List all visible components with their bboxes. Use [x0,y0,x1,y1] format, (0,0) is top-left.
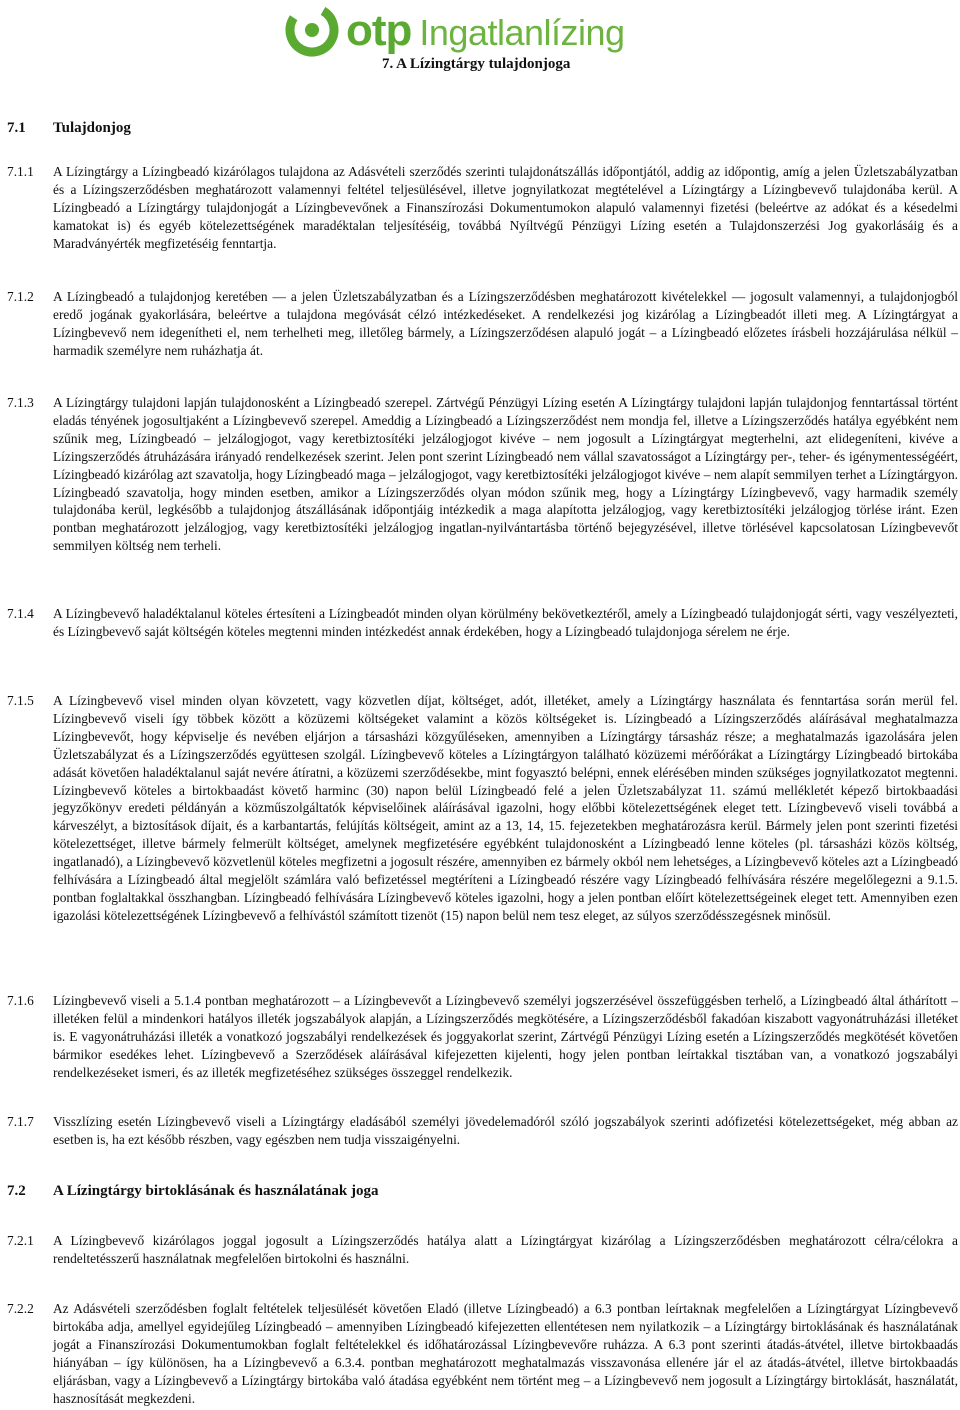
clause-7-1-7 [7,1113,958,1149]
clause-number: 7.2.2 [7,1301,34,1316]
clause-text: A Lízingbevevő visel minden olyan kövzetett, vagy közvetlen díjat, költséget, adót, illetéket, amely a Lízingtárgy használata és fenntartása során merül fel. Lízingbevevő viseli így többek között a közüzemi költségeket valamint a közös költségeket is. Lízingbeadó a Lízingszerződés aláírásával meghatalmazza Lízingbevevőt, hogy képviselje és nevében eljárjon a társasházi közgyűléseken, amennyiben a Lízingtárgy társasház része; a meghatalmazás igazolására jelen Üzletszabályzat és a Lízingszerződés együttesen szolgál. Lízingbevevő köteles a Lízingtárgyon található közüzemi mérőórákat a Lízingtárgy Lízingbeadó birtokába adását követően haladéktalanul saját nevére átíratni, a közüzemi szerződésekbe, mint fogyasztó belépni, ennek elérésében minden szükséges jognyilatkozatot megtenni. Lízingbevevő köteles a birtokbaadást követő harminc (30) napon belül Lízingbeadó felé a jelen Üzletszabályzat 11. számú mellékletét képező birtokbaadási jegyzőkönyv eredeti példányán a közműszolgáltatók képviselőinek aláírásával igazolni, hogy előbbi kötelezettségének eleget tett. Lízingbevevő viseli továbbá a kárveszélyt, a biztosítások díjait, és a karbantartás, felújítás költségeit, amint az a 13, 14, 15. fejezetekben meghatározásra kerül. Bármely jelen pont szerinti fizetési kötelezettséget, illetve bármely felmerült költséget, amelynek megfizetésére egyébként tulajdonosként a Lízingbeadó lenne köteles (pl. társasházi közös költség, ingatlanadó), a Lízingbevevő közvetlenül köteles megfizetni a jogosult részére, amennyiben ez bármely okból nem lehetséges, a Lízingbevevő köteles azt a Lízingbeadó felhívására a Lízingbeadó által megjelölt számlára való befizetéssel megtéríteni a Lízingbeadó részére vagy Lízingbeadó felhívására részére megelőlegezni a 9.1.5. pontban foglaltakkal összhangban. Lízingbeadó felhívására Lízingbevevő köteles igazolni, hogy a jelen pontban előírt kötelezettségeinek eleget tett. Amennyiben ezen igazolási kötelezettségének Lízingbevevő a felhívástól számított tizenöt (15) napon belül nem tesz eleget, az súlyos szerződésszegésnek minősül. [53,693,958,923]
section-title: A Lízingtárgy birtoklásának és használatának joga [53,1183,379,1199]
clause-number: 7.2.1 [7,1233,34,1248]
clause-7-1-6 [7,992,958,1082]
section-number: 7.1 [7,120,26,136]
clause-7-1-1 [7,163,958,253]
section-number: 7.2 [7,1183,26,1199]
clause-text: A Lízingtárgy tulajdoni lapján tulajdonosként a Lízingbeadó szerepel. Zártvégű Pénzügyi Lízing esetén A Lízingtárgy tulajdoni lapján tulajdonjog fenntartással történt eladás tényének jogosultjaként a Lízingbevevő szerepel. Ameddig a Lízingbeadó a Lízingszerződést nem mondja fel, illetve a Lízingszerződés hatálya egyébként nem szűnik meg, Lízingbeadó – jelzálogjogot, vagy keretbiztosítéki jelzálogjogot kivéve – nem jogosult a Lízingtárgyat megterhelni, azt elidegeníteni, kivéve a Lízingszerződés átruházására irányadó rendelkezések szerint. Jelen pont szerint Lízingbeadó nem vállal szavatosságot a Lízingtárgy per-, teher- és igénymentességéért, Lízingbeadó kizárólag azt szavatolja, hogy Lízingbeadó maga – jelzálogjogot, vagy keretbiztosítéki jelzálogjogot kivéve – nem alapít semmilyen terhet a Lízingtárgyon. Lízingbeadó szavatolja, hogy minden esetben, amikor a Lízingszerződés olyan módon szűnik meg, hogy a Lízingtárgy Lízingbevevő, vagy harmadik személy tulajdonába kerül, legkésőbb a tulajdonjog átszállásának időpontjáig intézkedik a maga alapította jelzálogjog, vagy keretbiztosítéki jelzálogjog törlése iránt. Ezen pontban meghatározott jelzálogjog, vagy keretbiztosítéki jelzálogjog ingatlan-nyilvántartásba történő bejegyzésével, illetve törlésével kapcsolatosan Lízingbevevőt semmilyen költség nem terheli. [53,395,958,554]
clause-number: 7.1.2 [7,289,34,304]
logo-wordmark [346,6,625,56]
chapter-title: 7. A Lízingtárgy tulajdonjoga [382,56,571,72]
clause-number: 7.1.4 [7,606,34,621]
section-heading-7-2 [7,1183,378,1200]
clause-number: 7.1.3 [7,395,34,410]
clause-7-1-2 [7,288,958,360]
clause-text: A Lízingbevevő kizárólagos joggal jogosult a Lízingszerződés hatálya alatt a Lízingtárgyat kizárólag a Lízingszerződésben meghatározott célra/célokra a rendeltetésszerű használatnak megfelelően birtokolni és használni. [53,1233,958,1266]
clause-text: A Lízingtárgy a Lízingbeadó kizárólagos tulajdona az Adásvételi szerződés szerinti tulajdonátszállás időpontjától, addig az időpontig, amíg a jelen Üzletszabályzatban és a Lízingszerződésben meghatározott valamennyi feltétel teljesülésével, illetve jognyilatkozat megtételével a Lízingtárgy a Lízingbevevő tulajdonába kerül. A Lízingbeadó a Lízingtárgy tulajdonjogát a Lízingbevevőnek a Finanszírozási Dokumentumokon alapuló valamennyi fizetési (beleértve az adókat és a késedelmi kamatokat is) és egyéb kötelezettségének maradéktalan teljesítéséig, továbbá Nyíltvégű Pénzügyi Lízing esetén a Tulajdonszerzési Jog gyakorlásáig és a Maradványérték megfizetéséig fenntartja. [53,164,958,251]
clause-7-1-5 [7,692,958,925]
clause-number: 7.1.5 [7,693,34,708]
clause-number: 7.1.7 [7,1114,34,1129]
clause-text: Az Adásvételi szerződésben foglalt feltételek teljesülését követően Eladó (illetve Lízingbeadó) a 6.3 pontban leírtaknak megfelelően a Lízingtárgyat Lízingbevevő birtokába adja, amellyel egyidejűleg Lízingbeadó – amennyiben Lízingbeadó kifejezetten ellentétesen nem nyilatkozik – a Lízingtárgy birtoklásának és használatának jogát a Finanszírozási Dokumentumokban foglalt feltételekkel és időhatározással Lízingbevevőre ruházza. A 6.3 pont szerinti átadás-átvétel, illetve birtokbaadás hiányában – így különösen, ha a Lízingbevevő a 6.3.4. pontban meghatározott meghatalmazás visszavonása ellenére jár el az átadás-átvétel, illetve birtokbaadás eljárásban, vagy a Lízingbevevő a Lízingtárgy birtokába való átadása egyébként nem történt meg – a Lízingbevevő nem jogosult a Lízingtárgy birtoklását, használatát, hasznosítását megkezdeni. [53,1301,958,1406]
section-heading-7-1 [7,120,131,137]
clause-text: A Lízingbeadó a tulajdonjog keretében — a jelen Üzletszabályzatban és a Lízingszerződésben meghatározott kivételekkel — jogosult valamennyi, a tulajdonjogból eredő jogának gyakorlására, beleértve a tulajdona megóvását célzó intézkedéseket. A rendelkezési jog kizárólag a Lízingbeadót illeti meg. A Lízingtárgyat a Lízingbevevő nem idegenítheti el, nem terhelheti meg, illetőleg bármely, a Lízingszerződésen alapuló jogát – a Lízingbeadó előzetes írásbeli hozzájárulása nélkül – harmadik személyre nem ruházhatja át. [53,289,958,358]
clause-7-1-4 [7,605,958,641]
clause-7-2-2 [7,1300,958,1407]
logo-brand: otp [346,6,412,55]
clause-7-1-3 [7,394,958,555]
otp-swirl-icon [284,2,340,58]
clause-text: Lízingbevevő viseli a 5.1.4 pontban meghatározott – a Lízingbevevőt a Lízingbevevő személyi jogszerzésével összefüggésben terhelő, a Lízingbeadó által áthárított – illetéken felül a mindenkori hatályos illeték jogszabályok alapján, a Lízingszerződés megkötésére, a Lízingszerződésből fakadóan kiszabott vagyonátruházási illetéket is. E vagyonátruházási illeték a vonatkozó jogszabályi rendelkezések és joggyakorlat szerint, Zártvégű Pénzügyi Lízing esetén a Lízingszerződés megkötését követően bármikor esedékes lehet. Lízingbevevő a Szerződések aláírásával kifejezetten kijelenti, hogy jelen pontban leírtakkal tisztában van, a vonatkozó jogszabályi rendelkezéseket ismeri, és az illeték megfizetéséhez szükséges összeggel rendelkezik. [53,993,958,1080]
clause-number: 7.1.6 [7,993,34,1008]
logo-product: Ingatlanlízing [419,12,625,53]
clause-text: Visszlízing esetén Lízingbevevő viseli a Lízingtárgy eladásából személyi jövedelemadóról szóló jogszabályok szerinti adófizetési kötelezettségeket, még abban az esetben is, ha ezt később részben, vagy egészben nem tudja visszaigényelni. [53,1114,958,1147]
section-title: Tulajdonjog [53,120,131,136]
clause-text: A Lízingbevevő haladéktalanul köteles értesíteni a Lízingbeadót minden olyan körülmény bekövetkeztéről, amely a Lízingbeadó tulajdonjogát sérti, vagy veszélyezteti, és Lízingbevevő saját költségén köteles megtenni minden intézkedést annak érdekében, hogy a Lízingbeadó tulajdonjoga sérelem ne érje. [53,606,958,639]
clause-number: 7.1.1 [7,164,34,179]
otp-ingatlanlizing-logo [284,2,680,58]
clause-7-2-1 [7,1232,958,1268]
